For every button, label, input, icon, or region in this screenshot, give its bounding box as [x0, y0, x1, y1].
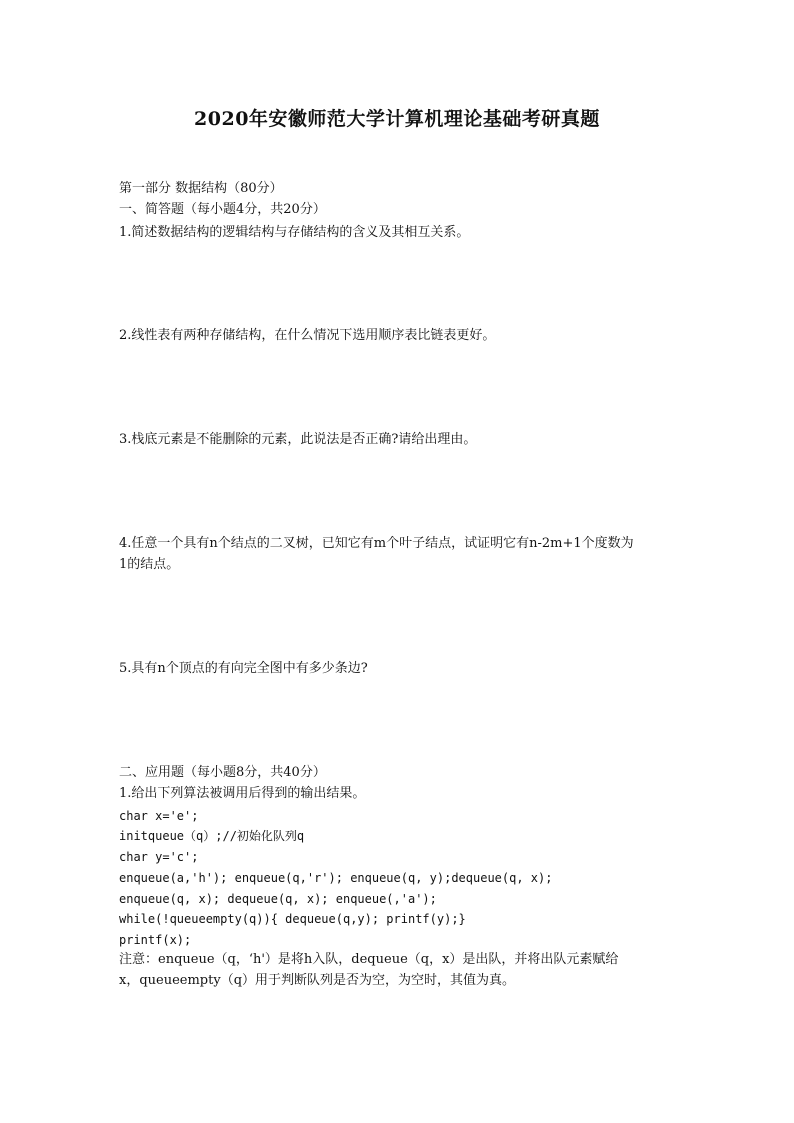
question-3: 3.栈底元素是不能删除的元素，此说法是否正确?请给出理由。	[119, 432, 477, 447]
application-question-1: 1.给出下列算法被调用后得到的输出结果。	[119, 786, 366, 801]
code-line: initqueue（q）;//初始化队列q	[119, 829, 305, 843]
question-4-continued: 1的结点。	[119, 557, 180, 572]
question-2: 2.线性表有两种存储结构，在什么情况下选用顺序表比链表更好。	[119, 328, 496, 343]
code-line: while(!queueempty(q)){ dequeue(q,y); printf(y);}	[119, 912, 466, 926]
note-line: 注意：enqueue（q，‘h'）是将h入队，dequeue（q，x）是出队，并将出队元素赋给	[119, 952, 619, 967]
question-1: 1.简述数据结构的逻辑结构与存储结构的含义及其相互关系。	[119, 225, 470, 240]
note-line: x，queueempty（q）用于判断队列是否为空，为空时，其值为真。	[119, 973, 516, 988]
code-line: printf(x);	[119, 933, 192, 947]
section-heading: 一、简答题（每小题4分，共20分）	[119, 202, 326, 217]
code-line: char y='c';	[119, 850, 199, 864]
question-4: 4.任意一个具有n个结点的二叉树，已知它有m个叶子结点，试证明它有n-2m+1个度数为	[119, 536, 634, 551]
code-line: enqueue(a,'h'); enqueue(q,'r'); enqueue(q, y);dequeue(q, x);	[119, 871, 553, 885]
code-line: enqueue(q, x); dequeue(q, x); enqueue(,'a');	[119, 892, 437, 906]
document-title: 2020年安徽师范大学计算机理论基础考研真题	[194, 108, 600, 130]
code-line: char x='e';	[119, 809, 199, 823]
part-heading: 第一部分 数据结构（80分）	[119, 181, 283, 196]
section-heading: 二、应用题（每小题8分，共40分）	[119, 765, 326, 780]
question-5: 5.具有n个顶点的有向完全图中有多少条边?	[119, 661, 368, 676]
